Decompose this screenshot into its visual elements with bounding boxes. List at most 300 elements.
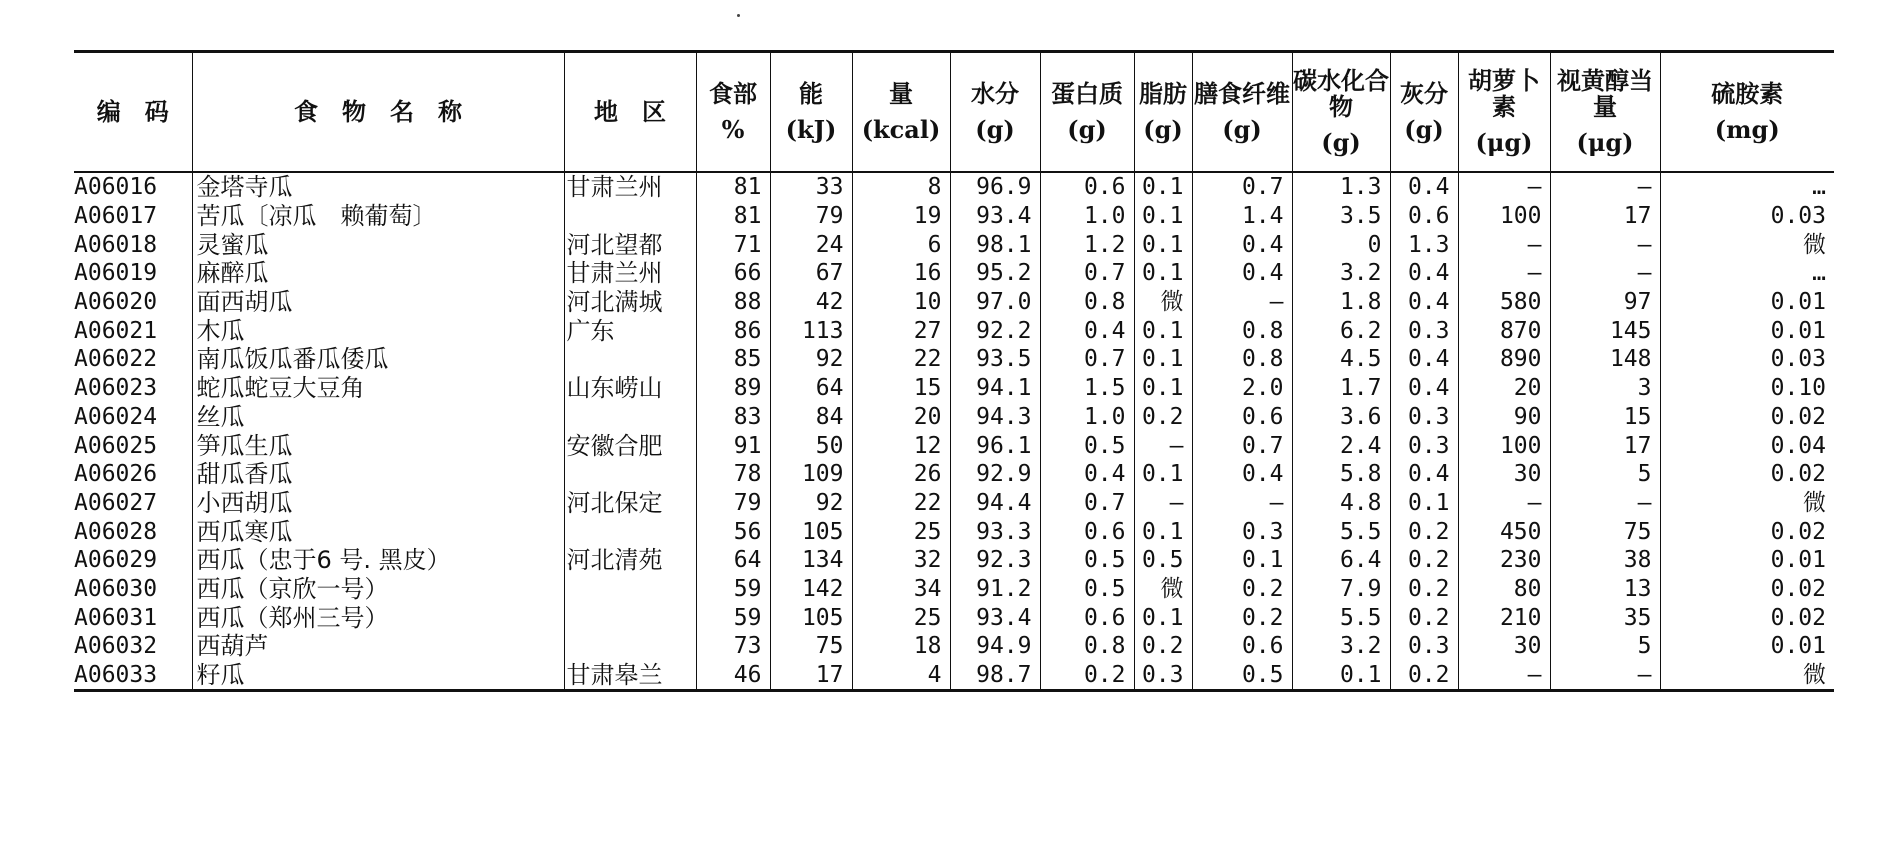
cell-carb: 4.5 (1292, 345, 1390, 374)
cell-carb: 4.8 (1292, 489, 1390, 518)
cell-retinol: 35 (1550, 603, 1660, 632)
cell-fat: 0.1 (1134, 202, 1192, 231)
cell-retinol: — (1550, 259, 1660, 288)
cell-region (564, 517, 696, 546)
cell-carotene: 100 (1458, 202, 1550, 231)
column-header-unit: (μg) (1576, 128, 1634, 157)
cell-fiber: 1.4 (1192, 202, 1292, 231)
cell-carb: 5.5 (1292, 603, 1390, 632)
cell-carotene: — (1458, 172, 1550, 202)
table-row (74, 288, 1834, 317)
table-row (74, 172, 1834, 202)
column-header-label: 能 (799, 79, 823, 108)
cell-protein: 1.0 (1040, 403, 1134, 432)
print-speck (737, 14, 740, 17)
cell-fat: 0.1 (1134, 345, 1192, 374)
cell-ash: 0.4 (1390, 288, 1458, 317)
table-header (74, 52, 1834, 173)
cell-fat: 微 (1134, 288, 1192, 317)
cell-kj: 109 (770, 460, 852, 489)
cell-name: 苦瓜〔凉瓜 赖葡萄〕 (192, 202, 564, 231)
cell-region: 甘肃兰州 (564, 172, 696, 202)
cell-fiber: 0.1 (1192, 546, 1292, 575)
cell-carb: 3.2 (1292, 632, 1390, 661)
cell-water: 93.4 (950, 202, 1040, 231)
cell-water: 96.9 (950, 172, 1040, 202)
cell-thiamine: 0.10 (1660, 374, 1834, 403)
table-row (74, 460, 1834, 489)
cell-ash: 0.4 (1390, 345, 1458, 374)
cell-kj: 92 (770, 345, 852, 374)
cell-region: 河北保定 (564, 489, 696, 518)
cell-protein: 0.7 (1040, 345, 1134, 374)
cell-fiber: 0.7 (1192, 431, 1292, 460)
cell-thiamine: 0.01 (1660, 288, 1834, 317)
column-header-label: 编 码 (96, 97, 169, 126)
cell-carb: 7.9 (1292, 575, 1390, 604)
cell-kj: 64 (770, 374, 852, 403)
cell-fat: — (1134, 489, 1192, 518)
cell-region (564, 460, 696, 489)
cell-water: 94.4 (950, 489, 1040, 518)
cell-water: 91.2 (950, 575, 1040, 604)
cell-thiamine: 0.03 (1660, 202, 1834, 231)
cell-protein: 0.7 (1040, 489, 1134, 518)
cell-code: A06019 (74, 260, 158, 287)
cell-edible: 81 (696, 202, 770, 231)
cell-fiber: 0.5 (1192, 661, 1292, 691)
cell-ash: 0.3 (1390, 316, 1458, 345)
cell-kcal: 8 (852, 172, 950, 202)
cell-protein: 0.5 (1040, 546, 1134, 575)
cell-fat: 0.1 (1134, 603, 1192, 632)
cell-thiamine: 0.01 (1660, 546, 1834, 575)
cell-ash: 0.2 (1390, 575, 1458, 604)
cell-protein: 0.5 (1040, 575, 1134, 604)
column-header (1458, 52, 1550, 173)
cell-name: 籽瓜 (192, 661, 564, 691)
cell-fat: 0.3 (1134, 661, 1192, 691)
cell-name: 西葫芦 (192, 632, 564, 661)
cell-protein: 0.4 (1040, 460, 1134, 489)
table-row (74, 517, 1834, 546)
cell-kj: 33 (770, 172, 852, 202)
cell-water: 92.3 (950, 546, 1040, 575)
cell-protein: 0.6 (1040, 172, 1134, 202)
table-row (74, 489, 1834, 518)
cell-fat: 0.1 (1134, 230, 1192, 259)
column-header-unit: (g) (1222, 115, 1262, 144)
column-header-unit: (g) (1143, 115, 1183, 144)
column-header-unit: % (721, 115, 745, 144)
cell-code: A06032 (74, 633, 158, 660)
cell-protein: 0.5 (1040, 431, 1134, 460)
cell-kcal: 15 (852, 374, 950, 403)
cell-code: A06031 (74, 604, 158, 631)
cell-code: A06022 (74, 346, 158, 373)
cell-edible: 88 (696, 288, 770, 317)
column-header-label: 蛋白质 (1051, 79, 1123, 108)
column-header-unit: (kJ) (785, 115, 837, 144)
cell-region: 甘肃皋兰 (564, 661, 696, 691)
cell-edible: 89 (696, 374, 770, 403)
cell-code: A06025 (74, 432, 158, 459)
cell-carb: 1.3 (1292, 172, 1390, 202)
cell-water: 93.5 (950, 345, 1040, 374)
cell-thiamine: 0.02 (1660, 603, 1834, 632)
cell-edible: 91 (696, 431, 770, 460)
cell-water: 97.0 (950, 288, 1040, 317)
cell-carotene: 100 (1458, 431, 1550, 460)
column-header-unit: (g) (975, 115, 1015, 144)
cell-name: 小西胡瓜 (192, 489, 564, 518)
cell-fiber: 0.6 (1192, 632, 1292, 661)
cell-retinol: — (1550, 661, 1660, 691)
column-header (1390, 52, 1458, 173)
column-header (1292, 52, 1390, 173)
cell-fiber: 0.2 (1192, 603, 1292, 632)
cell-carb: 6.2 (1292, 316, 1390, 345)
cell-retinol: 97 (1550, 288, 1660, 317)
cell-thiamine: 微 (1660, 661, 1834, 691)
cell-fiber: 2.0 (1192, 374, 1292, 403)
cell-code: A06026 (74, 461, 158, 488)
column-header (696, 52, 770, 173)
cell-name: 西瓜（京欣一号） (192, 575, 564, 604)
column-header (1550, 52, 1677, 173)
cell-name: 灵蜜瓜 (192, 230, 564, 259)
cell-water: 93.3 (950, 517, 1040, 546)
table-row (74, 431, 1834, 460)
cell-code: A06030 (74, 575, 158, 602)
cell-code: A06029 (74, 547, 158, 574)
column-header-label: 地 区 (594, 97, 666, 126)
cell-ash: 0.4 (1390, 172, 1458, 202)
cell-kcal: 20 (852, 403, 950, 432)
cell-water: 94.9 (950, 632, 1040, 661)
cell-ash: 0.4 (1390, 259, 1458, 288)
cell-thiamine: 0.02 (1660, 575, 1834, 604)
cell-kcal: 22 (852, 489, 950, 518)
cell-fiber: 0.2 (1192, 575, 1292, 604)
cell-fat: 0.1 (1134, 374, 1192, 403)
column-header (192, 52, 564, 173)
cell-name: 面西胡瓜 (192, 288, 564, 317)
cell-fiber: 0.4 (1192, 230, 1292, 259)
column-header-label: 食部 (709, 79, 757, 108)
cell-code: A06024 (74, 403, 158, 430)
cell-region (564, 202, 696, 231)
table-row (74, 575, 1834, 604)
cell-carotene: 30 (1458, 632, 1550, 661)
cell-region: 广东 (564, 316, 696, 345)
cell-fiber: 0.3 (1192, 517, 1292, 546)
cell-kj: 142 (770, 575, 852, 604)
cell-fat: 微 (1134, 575, 1192, 604)
cell-kj: 92 (770, 489, 852, 518)
cell-thiamine: … (1660, 172, 1834, 202)
cell-retinol: 17 (1550, 431, 1660, 460)
cell-carb: 3.2 (1292, 259, 1390, 288)
cell-retinol: 5 (1550, 632, 1660, 661)
cell-kj: 84 (770, 403, 852, 432)
cell-name: 木瓜 (192, 316, 564, 345)
cell-carb: 2.4 (1292, 431, 1390, 460)
cell-thiamine: 0.02 (1660, 460, 1834, 489)
cell-carb: 5.8 (1292, 460, 1390, 489)
table-row (74, 345, 1834, 374)
cell-code: A06027 (74, 489, 158, 516)
cell-region (564, 603, 696, 632)
cell-carotene: 580 (1458, 288, 1550, 317)
cell-carb: 6.4 (1292, 546, 1390, 575)
cell-edible: 85 (696, 345, 770, 374)
table-row (74, 403, 1834, 432)
column-header (564, 52, 696, 173)
cell-kj: 17 (770, 661, 852, 691)
cell-fiber: 0.6 (1192, 403, 1292, 432)
column-header-label: 膳食纤维 (1194, 79, 1290, 108)
cell-edible: 79 (696, 489, 770, 518)
cell-thiamine: 0.01 (1660, 632, 1834, 661)
cell-protein: 0.8 (1040, 632, 1134, 661)
cell-kj: 24 (770, 230, 852, 259)
table-row (74, 259, 1834, 288)
cell-fat: 0.2 (1134, 403, 1192, 432)
cell-water: 94.3 (950, 403, 1040, 432)
cell-protein: 0.6 (1040, 603, 1134, 632)
cell-carotene: — (1458, 661, 1550, 691)
nutrition-table (74, 50, 1834, 692)
cell-retinol: — (1550, 172, 1660, 202)
cell-ash: 0.4 (1390, 374, 1458, 403)
table-row (74, 230, 1834, 259)
cell-kj: 113 (770, 316, 852, 345)
cell-water: 98.7 (950, 661, 1040, 691)
cell-region (564, 345, 696, 374)
cell-kcal: 6 (852, 230, 950, 259)
cell-name: 丝瓜 (192, 403, 564, 432)
cell-code: A06020 (74, 289, 158, 316)
column-header-unit: (g) (1404, 115, 1444, 144)
cell-carotene: 30 (1458, 460, 1550, 489)
cell-region: 河北满城 (564, 288, 696, 317)
cell-name: 西瓜（忠于6 号. 黑皮） (192, 546, 564, 575)
cell-water: 92.9 (950, 460, 1040, 489)
cell-kj: 67 (770, 259, 852, 288)
table-row (74, 546, 1834, 575)
cell-fiber: — (1192, 288, 1292, 317)
table-row (74, 603, 1834, 632)
column-header-label: 灰分 (1400, 79, 1448, 108)
cell-fiber: 0.4 (1192, 259, 1292, 288)
cell-kcal: 25 (852, 517, 950, 546)
cell-fiber: 0.8 (1192, 345, 1292, 374)
column-header-label: 视黄醇当 量 (1557, 66, 1677, 121)
column-header (852, 52, 950, 173)
cell-name: 蛇瓜蛇豆大豆角 (192, 374, 564, 403)
cell-name: 甜瓜香瓜 (192, 460, 564, 489)
cell-kj: 75 (770, 632, 852, 661)
cell-carotene: 210 (1458, 603, 1550, 632)
cell-fiber: — (1192, 489, 1292, 518)
cell-water: 96.1 (950, 431, 1040, 460)
cell-code: A06023 (74, 375, 158, 402)
table-row (74, 202, 1834, 231)
cell-edible: 59 (696, 575, 770, 604)
cell-name: 西瓜（郑州三号） (192, 603, 564, 632)
cell-edible: 81 (696, 172, 770, 202)
cell-kcal: 22 (852, 345, 950, 374)
cell-fat: 0.2 (1134, 632, 1192, 661)
cell-retinol: 38 (1550, 546, 1660, 575)
column-header (1040, 52, 1134, 173)
cell-kcal: 4 (852, 661, 950, 691)
cell-fat: 0.1 (1134, 172, 1192, 202)
column-header-unit: (mg) (1714, 115, 1780, 144)
column-header (770, 52, 852, 173)
cell-kcal: 18 (852, 632, 950, 661)
cell-region (564, 632, 696, 661)
cell-retinol: 75 (1550, 517, 1660, 546)
cell-kcal: 25 (852, 603, 950, 632)
cell-carotene: — (1458, 230, 1550, 259)
cell-protein: 1.5 (1040, 374, 1134, 403)
cell-carb: 3.5 (1292, 202, 1390, 231)
cell-kcal: 12 (852, 431, 950, 460)
cell-ash: 0.1 (1390, 489, 1458, 518)
cell-kj: 105 (770, 517, 852, 546)
cell-name: 南瓜饭瓜番瓜倭瓜 (192, 345, 564, 374)
cell-protein: 0.6 (1040, 517, 1134, 546)
cell-region: 甘肃兰州 (564, 259, 696, 288)
cell-retinol: — (1550, 230, 1660, 259)
column-header-label: 碳水化合物 (1293, 66, 1389, 121)
cell-edible: 59 (696, 603, 770, 632)
cell-fat: 0.1 (1134, 259, 1192, 288)
cell-edible: 56 (696, 517, 770, 546)
cell-edible: 64 (696, 546, 770, 575)
cell-ash: 1.3 (1390, 230, 1458, 259)
cell-thiamine: 微 (1660, 489, 1834, 518)
cell-retinol: 3 (1550, 374, 1660, 403)
cell-edible: 73 (696, 632, 770, 661)
cell-name: 麻醉瓜 (192, 259, 564, 288)
cell-fat: 0.1 (1134, 460, 1192, 489)
table-row (74, 661, 1834, 691)
cell-carb: 0.1 (1292, 661, 1390, 691)
cell-code: A06017 (74, 203, 158, 230)
cell-water: 94.1 (950, 374, 1040, 403)
cell-ash: 0.2 (1390, 517, 1458, 546)
table-body (74, 172, 1834, 691)
cell-carb: 1.7 (1292, 374, 1390, 403)
cell-carotene: 80 (1458, 575, 1550, 604)
table-row (74, 632, 1834, 661)
cell-name: 西瓜寒瓜 (192, 517, 564, 546)
cell-ash: 0.2 (1390, 661, 1458, 691)
cell-fat: 0.1 (1134, 316, 1192, 345)
cell-retinol: 15 (1550, 403, 1660, 432)
cell-carb: 0 (1292, 230, 1390, 259)
table-row (74, 316, 1834, 345)
cell-kcal: 10 (852, 288, 950, 317)
cell-region: 山东崂山 (564, 374, 696, 403)
cell-edible: 83 (696, 403, 770, 432)
cell-fiber: 0.4 (1192, 460, 1292, 489)
column-header-label: 食 物 名 称 (294, 97, 462, 126)
cell-name: 笋瓜生瓜 (192, 431, 564, 460)
cell-code: A06018 (74, 231, 158, 258)
cell-protein: 0.2 (1040, 661, 1134, 691)
cell-edible: 86 (696, 316, 770, 345)
cell-ash: 0.3 (1390, 403, 1458, 432)
cell-edible: 66 (696, 259, 770, 288)
cell-code: A06016 (74, 174, 158, 201)
cell-ash: 0.3 (1390, 431, 1458, 460)
cell-protein: 0.8 (1040, 288, 1134, 317)
cell-region: 安徽合肥 (564, 431, 696, 460)
cell-ash: 0.2 (1390, 546, 1458, 575)
cell-ash: 0.6 (1390, 202, 1458, 231)
cell-fiber: 0.8 (1192, 316, 1292, 345)
cell-water: 95.2 (950, 259, 1040, 288)
cell-code: A06028 (74, 518, 158, 545)
cell-code: A06021 (74, 317, 158, 344)
cell-region: 河北望都 (564, 230, 696, 259)
cell-carotene: — (1458, 259, 1550, 288)
cell-protein: 0.4 (1040, 316, 1134, 345)
column-header (1192, 52, 1292, 173)
cell-kcal: 19 (852, 202, 950, 231)
cell-thiamine: 0.04 (1660, 431, 1834, 460)
cell-kcal: 26 (852, 460, 950, 489)
cell-ash: 0.3 (1390, 632, 1458, 661)
cell-retinol: 17 (1550, 202, 1660, 231)
cell-water: 98.1 (950, 230, 1040, 259)
cell-retinol: — (1550, 489, 1660, 518)
column-header-label: 水分 (971, 79, 1019, 108)
cell-carb: 3.6 (1292, 403, 1390, 432)
column-header-label: 脂肪 (1139, 79, 1187, 108)
cell-carotene: 890 (1458, 345, 1550, 374)
cell-kj: 42 (770, 288, 852, 317)
column-header-label: 硫胺素 (1711, 79, 1784, 108)
cell-fat: 0.5 (1134, 546, 1192, 575)
cell-region (564, 575, 696, 604)
cell-region: 河北清苑 (564, 546, 696, 575)
cell-name: 金塔寺瓜 (192, 172, 564, 202)
header-row (74, 52, 1834, 173)
cell-thiamine: 微 (1660, 230, 1834, 259)
cell-kcal: 34 (852, 575, 950, 604)
cell-edible: 46 (696, 661, 770, 691)
cell-carb: 5.5 (1292, 517, 1390, 546)
cell-water: 92.2 (950, 316, 1040, 345)
cell-fiber: 0.7 (1192, 172, 1292, 202)
cell-fat: — (1134, 431, 1192, 460)
cell-fat: 0.1 (1134, 517, 1192, 546)
cell-kj: 79 (770, 202, 852, 231)
cell-thiamine: … (1660, 259, 1834, 288)
cell-retinol: 148 (1550, 345, 1660, 374)
cell-protein: 0.7 (1040, 259, 1134, 288)
cell-kcal: 27 (852, 316, 950, 345)
cell-protein: 1.2 (1040, 230, 1134, 259)
cell-kcal: 16 (852, 259, 950, 288)
cell-kj: 50 (770, 431, 852, 460)
column-header-label: 胡萝卜素 (1468, 66, 1540, 121)
